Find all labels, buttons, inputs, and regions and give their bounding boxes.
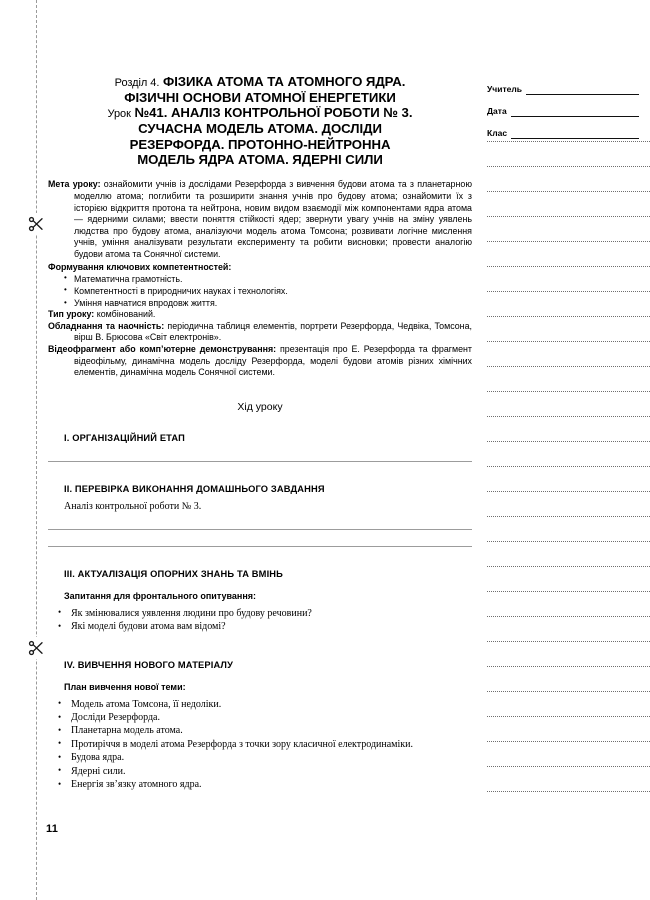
field-rule-date[interactable] — [511, 107, 639, 117]
chapter-prefix: Розділ 4. — [114, 77, 160, 89]
note-line[interactable] — [487, 765, 650, 767]
title-line-3 — [48, 105, 472, 121]
scissors-icon — [25, 213, 47, 235]
video-demo-label: Відеофрагмент або комп’ютерне демонстрування: — [48, 344, 277, 355]
section-heading-4: IV. ВИВЧЕННЯ НОВОГО МАТЕРІАЛУ — [64, 659, 234, 670]
course-heading: Хід уроку — [237, 400, 283, 413]
lesson-prefix: Урок — [107, 108, 131, 121]
note-line[interactable] — [487, 240, 650, 242]
field-rule-teacher[interactable] — [526, 85, 639, 95]
note-line[interactable] — [487, 340, 650, 342]
field-row-date[interactable] — [487, 100, 639, 117]
note-line[interactable] — [487, 590, 650, 592]
list-item: • Уміння навчатися впродовж життя. — [64, 297, 472, 309]
title-text-1: ФІЗИКА АТОМА ТА АТОМНОГО ЯДРА. — [162, 74, 406, 89]
note-line[interactable] — [487, 615, 650, 617]
list-item: • Компетентності в природничих науках і технологіях. — [64, 285, 472, 297]
note-line[interactable] — [487, 515, 650, 517]
note-line[interactable] — [487, 540, 650, 542]
note-line[interactable] — [487, 715, 650, 717]
note-line[interactable] — [487, 690, 650, 692]
note-line[interactable] — [487, 390, 650, 392]
title-line-6: МОДЕЛЬ ЯДРА АТОМА. ЯДЕРНІ СИЛИ — [137, 152, 383, 168]
note-line[interactable] — [487, 265, 650, 267]
lesson-goal-text: ознайомити учнів із дослідами Резерфорда з вивчення будови атома та з планетарною моделлю атома; поглибити та розширити знання учнів про будову атома; ознайомити їх з історією відкриття протона та нейтрона, новим видом взаємодії між компонентами ядра атома — ядерними силами; ввести поняття стійкості ядер; звернути увагу учнів на зміну уявлень людства про будову атома, аналізуючи модель атома Томсона; розвивати логічне мислення учнів, уміння аналізувати результати експерименту та робити висновки; провести аналогію будови атома та Сонячної системи. — [74, 179, 472, 260]
scissors-icon — [25, 637, 47, 659]
title-line-4: СУЧАСНА МОДЕЛЬ АТОМА. ДОСЛІДИ — [138, 121, 382, 137]
section-3-questions — [48, 607, 472, 634]
list-item: • Енергія зв’язку атомного ядра. — [56, 778, 472, 791]
list-item: • Планетарна модель атома. — [56, 724, 472, 737]
margin-note-lines — [487, 140, 650, 815]
teacher-info-fields — [487, 78, 639, 144]
note-line[interactable] — [487, 640, 650, 642]
note-line[interactable] — [487, 290, 650, 292]
note-line[interactable] — [487, 315, 650, 317]
lesson-type — [48, 309, 472, 321]
note-line[interactable] — [487, 215, 650, 217]
list-item: • Математична грамотність. — [64, 273, 472, 285]
equipment-label: Обладнання та наочність: — [48, 320, 165, 331]
section-heading-2: II. ПЕРЕВІРКА ВИКОНАННЯ ДОМАШНЬОГО ЗАВДАННЯ — [64, 483, 325, 494]
lesson-type-label: Тип уроку: — [48, 309, 95, 320]
list-item: • Які моделі будови атома вам відомі? — [56, 620, 472, 633]
note-line[interactable] — [487, 140, 650, 142]
note-line[interactable] — [487, 490, 650, 492]
note-line[interactable] — [487, 790, 650, 792]
field-label-class: Клас — [487, 128, 508, 138]
title-line-5: РЕЗЕРФОРДА. ПРОТОННО-НЕЙТРОННА — [129, 136, 391, 152]
page-title — [48, 74, 472, 167]
cut-dashed-line — [36, 0, 37, 900]
section-4-plan — [48, 698, 472, 792]
section-heading-1: I. ОРГАНІЗАЦІЙНИЙ ЕТАП — [64, 432, 185, 443]
section-heading-3: III. АКТУАЛІЗАЦІЯ ОПОРНИХ ЗНАНЬ ТА ВМІНЬ — [64, 568, 283, 579]
section-4-subheading: План вивчення нової теми: — [64, 681, 186, 692]
competencies-label: Формування ключових компетентностей: — [48, 261, 232, 272]
equipment-text: періодична таблиця елементів, портрети Резерфорда, Чедвіка, Томсона, вірш В. Брюсова «Світ електронів». — [74, 320, 472, 343]
list-item: • Протиріччя в моделі атома Резерфорда з точки зору класичної електродинаміки. — [56, 738, 472, 751]
list-item: • Ядерні сили. — [56, 765, 472, 778]
section-3-subheading: Запитання для фронтального опитування: — [64, 590, 257, 601]
section-2-body: Аналіз контрольної роботи № 3. — [64, 500, 202, 512]
lesson-plan-body — [48, 74, 472, 791]
note-line[interactable] — [487, 365, 650, 367]
equipment — [48, 321, 472, 344]
list-item: • Модель атома Томсона, її недоліки. — [56, 698, 472, 711]
field-row-class[interactable] — [487, 122, 639, 139]
list-item: • Досліди Резерфорда. — [56, 711, 472, 724]
lesson-goal-label: Мета уроку: — [48, 179, 101, 190]
competencies-list — [48, 273, 472, 310]
note-line[interactable] — [487, 465, 650, 467]
list-item: • Будова ядра. — [56, 751, 472, 764]
page-number: 11 — [46, 823, 59, 835]
note-line[interactable] — [487, 565, 650, 567]
note-line[interactable] — [487, 415, 650, 417]
note-line[interactable] — [487, 665, 650, 667]
video-demo — [48, 344, 472, 379]
note-line[interactable] — [487, 190, 650, 192]
field-rule-class[interactable] — [511, 129, 639, 139]
title-line-2: ФІЗИЧНІ ОСНОВИ АТОМНОЇ ЕНЕРГЕТИКИ — [124, 89, 396, 105]
note-line[interactable] — [487, 165, 650, 167]
video-demo-text: презентація про Е. Резерфорда та фрагмент відеофільму, динамічна модель досліду Резерфорда, моделі будови атомів різних хімічних елементів, динамічна модель Сонячної системи. — [74, 344, 473, 378]
lesson-goal — [48, 179, 472, 260]
field-label-date: Дата — [487, 106, 507, 116]
title-text-3: №41. АНАЛІЗ КОНТРОЛЬНОЇ РОБОТИ № 3. — [134, 105, 413, 121]
lesson-type-text: комбінований. — [94, 309, 156, 320]
field-row-teacher[interactable] — [487, 78, 639, 95]
list-item: • Як змінювалися уявлення людини про будову речовини? — [56, 607, 472, 620]
title-line-1 — [48, 74, 472, 90]
note-line[interactable] — [487, 740, 650, 742]
note-line[interactable] — [487, 440, 650, 442]
field-label-teacher: Учитель — [487, 84, 522, 94]
